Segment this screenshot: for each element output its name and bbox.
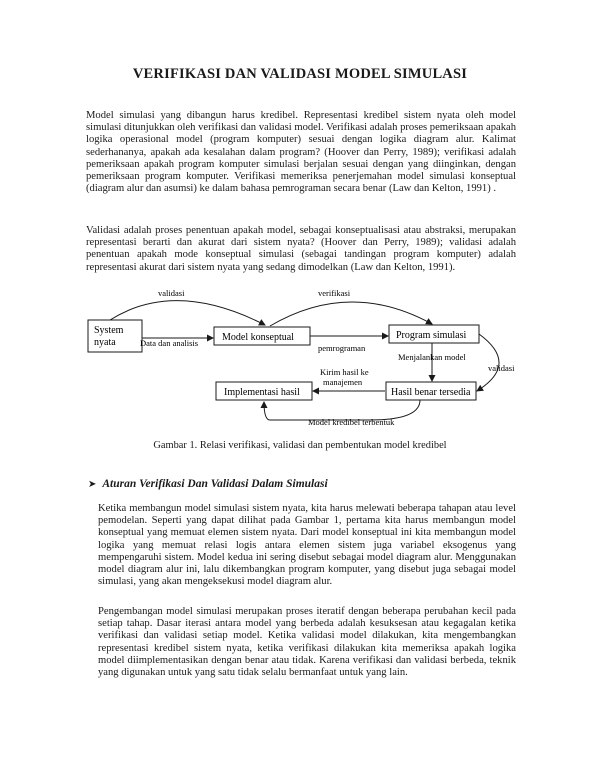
section-heading-text: Aturan Verifikasi Dan Validasi Dalam Simulasi [102,478,328,490]
page-title: VERIFIKASI DAN VALIDASI MODEL SIMULASI [132,66,468,82]
paragraph-validasi: Validasi adalah proses penentuan apakah model, sebagai konseptualisasi atau abstraksi, merupakan representasi berarti dan akurat dari sistem nyata? (Hoover dan Perry, 1989); validasi adalah penentuan apakah mode konseptual simulasi (sebagai tandingan program komputer) adalah representasi akurat dari sistem nyata yang sedang dimodelkan (Law dan Kelton, 1991). [86,225,516,273]
figure-caption: Gambar 1. Relasi verifikasi, validasi dan pembentukan model kredibel [153,440,447,451]
label-kirim-hasil-line1: Kirim hasil ke [320,367,369,377]
box-program-simulasi-label: Program simulasi [396,330,467,341]
label-menjalankan-model: Menjalankan model [398,352,466,362]
box-implementasi-hasil-label: Implementasi hasil [224,387,300,398]
label-validasi-top: validasi [158,288,185,298]
section-heading [88,478,328,490]
label-verifikasi: verifikasi [318,288,351,298]
label-validasi-right: validasi [488,363,515,373]
arrow-verifikasi [270,302,432,326]
box-system-nyata-line2: nyata [94,337,116,348]
label-pemrograman: pemrograman [318,343,366,353]
paragraph-verifikasi: Model simulasi yang dibangun harus kredibel. Representasi kredibel sistem nyata oleh model simulasi ditunjukkan oleh verifikasi dan validasi model. Verifikasi adalah proses pemeriksaan apakah logika operasional model (program komputer) sesuai dengan logika diagram alur. Kalimat sederhananya, apakah ada kesalahan dalam program? (Hoover dan Perry, 1989); verifikasi adalah pemeriksaan apakah program komputer simulasi berjalan sesuai dengan yang diinginkan, dengan pemeriksaan program komputer. Verifikasi memeriksa penerjemahan model simulasi konseptual (diagram alur dan asumsi) ke dalam bahasa pemrograman secara benar (Law dan Kelton, 1991) . [86,110,516,195]
paragraph-pengembangan-model: Pengembangan model simulasi merupakan proses iteratif dengan beberapa perubahan kecil pada setiap tahap. Dasar iterasi antara model yang berbeda adalah kesuksesan atau kegagalan ketika verifikasi dan validasi setiap model. Ketika validasi model dilakukan, kita mengembangkan representasi kredibel sistem nyata, ketika verifikasi dilakukan kita memeriksa apakah logika model diimplementasikan dengan benar atau tidak. Karena verifikasi dan validasi berbeda, teknik yang digunakan untuk yang satu tidak selalu bermanfaat untuk yang lain. [98,606,516,679]
box-system-nyata-line1: System [94,325,124,336]
box-model-konseptual-label: Model konseptual [222,332,294,343]
label-kirim-hasil-line2: manajemen [323,377,363,387]
relation-diagram [80,284,525,434]
paragraph-tahapan-pemodelan: Ketika membangun model simulasi sistem nyata, kita harus melewati beberapa tahapan atau level pemodelan. Seperti yang dapat dilihat pada Gambar 1, pertama kita harus membangun model konseptual yang memuat elemen sistem nyata. Dari model konseptual ini kita membangun model logika yang memuat relasi logis antara elemen sistem juga variabel eksogenus yang mempengaruhi sistem. Model kedua ini sering disebut sebagai model diagram alur. Menggunakan model diagram alur ini, lalu dikembangkan program komputer, yang disebut juga sebagai model simulasi, yang akan mengeksekusi model diagram alur. [98,503,516,588]
box-hasil-benar-tersedia-label: Hasil benar tersedia [391,387,471,398]
label-model-kredibel: Model kredibel terbentuk [308,417,395,427]
bullet-arrow-icon: ➤ [88,479,97,490]
label-data-analisis: Data dan analisis [140,338,199,348]
